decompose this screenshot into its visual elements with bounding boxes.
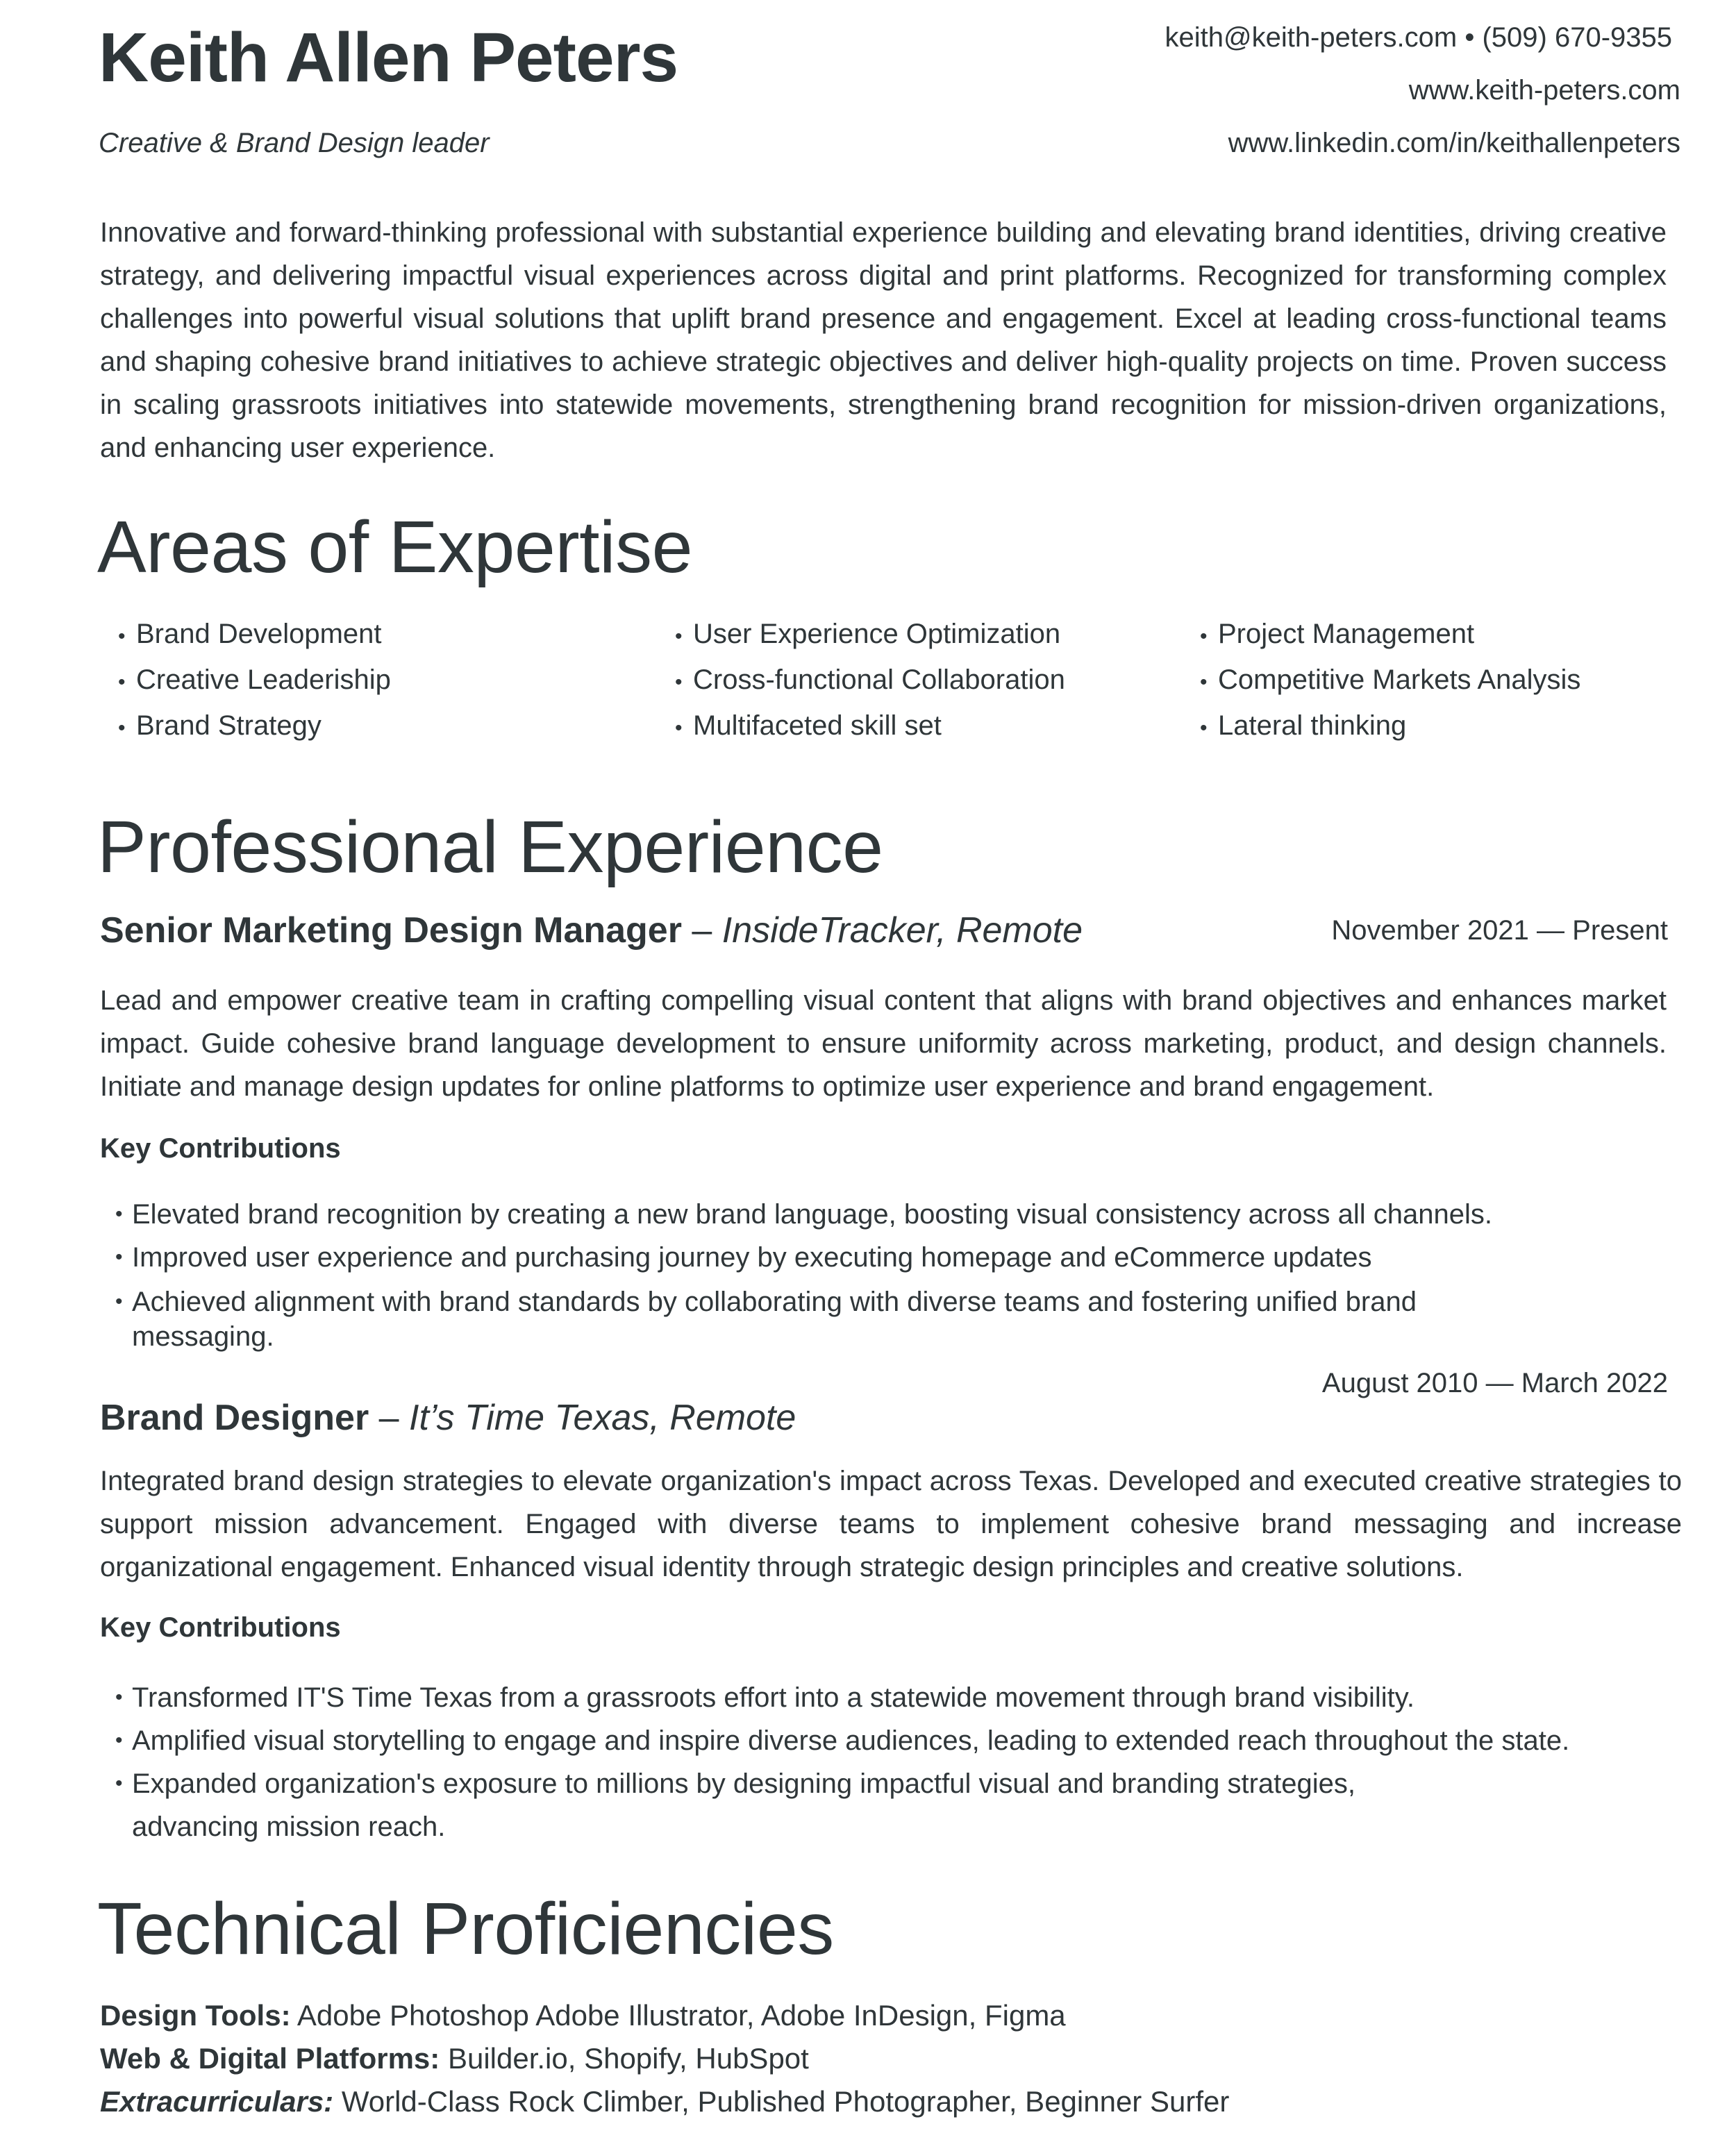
contribution-item: • Expanded organization's exposure to millions by designing impactful visual and branding strategies, advancing mission reach. — [115, 1762, 1451, 1848]
tech-label: Design Tools: — [100, 1999, 291, 2032]
job-role: Brand Designer — [100, 1398, 369, 1438]
technical-list — [100, 1994, 1229, 2123]
expertise-column-2 — [675, 612, 1065, 750]
job-organization: InsideTracker, Remote — [721, 910, 1083, 951]
expertise-item: • Project Management — [1200, 612, 1580, 658]
job-separator: – — [369, 1398, 410, 1438]
expertise-item: • Creative Leaderiship — [118, 658, 391, 704]
contribution-item: • Achieved alignment with brand standards by collaborating with diverse teams and fostering unified brand messaging. — [115, 1279, 1493, 1354]
expertise-item: • Brand Strategy — [118, 704, 391, 750]
job-description: Lead and empower creative team in crafting compelling visual content that aligns with brand objectives and enhances market impact. Guide cohesive brand language development to ensure uniformity across marketing, product, and design channels. Initiate and manage design updates for online platforms to optimize user experience and brand engagement. — [100, 985, 1667, 1102]
website-link[interactable]: www.keith-peters.com — [1408, 75, 1680, 106]
expertise-item: • Brand Development — [118, 612, 391, 658]
tech-label: Web & Digital Platforms: — [100, 2042, 440, 2075]
tech-row — [100, 2037, 1229, 2080]
tech-label: Extracurriculars: — [100, 2085, 334, 2118]
candidate-tagline: Creative & Brand Design leader — [99, 128, 490, 158]
technical-heading: Technical Proficiencies — [97, 1888, 834, 1970]
expertise-item: • Multifaceted skill set — [675, 704, 1065, 750]
key-contributions-label: Key Contributions — [100, 1133, 341, 1164]
contribution-item: • Improved user experience and purchasing journey by executing homepage and eCommerce updates — [115, 1236, 1671, 1279]
experience-heading: Professional Experience — [97, 806, 883, 888]
tech-value: World-Class Rock Climber, Published Photographer, Beginner Surfer — [333, 2085, 1230, 2118]
tech-value: Builder.io, Shopify, HubSpot — [440, 2042, 809, 2075]
email-phone: keith@keith-peters.com • (509) 670-9355 — [1165, 22, 1672, 53]
key-contributions-label: Key Contributions — [100, 1612, 341, 1643]
job-separator: – — [681, 910, 722, 951]
tech-row — [100, 2080, 1229, 2123]
tech-value: Adobe Photoshop Adobe Illustrator, Adobe InDesign, Figma — [290, 1999, 1066, 2032]
expertise-column-1 — [118, 612, 391, 750]
linkedin-link[interactable]: www.linkedin.com/in/keithallenpeters — [1228, 128, 1680, 158]
job-description: Integrated brand design strategies to elevate organization's impact across Texas. Developed and executed creative strategies to support mission advancement. Engaged with diverse teams to implement cohesive brand messaging and increase organizational engagement. Enhanced visual identity through strategic design principles and creative solutions. — [100, 1466, 1682, 1582]
contributions-list — [115, 1676, 1671, 1848]
job-dates: November 2021 — Present — [1331, 915, 1668, 946]
candidate-name: Keith Allen Peters — [99, 19, 678, 97]
expertise-item: • User Experience Optimization — [675, 612, 1065, 658]
contribution-item: • Transformed IT'S Time Texas from a grassroots effort into a statewide movement through brand visibility. — [115, 1676, 1671, 1719]
job-title — [100, 910, 1083, 951]
contribution-item: • Amplified visual storytelling to engage and inspire diverse audiences, leading to extended reach throughout the state. — [115, 1719, 1671, 1762]
contribution-item: • Elevated brand recognition by creating a new brand language, boosting visual consistency across all channels. — [115, 1193, 1671, 1236]
tech-row — [100, 1994, 1229, 2037]
job-dates: August 2010 — March 2022 — [1321, 1368, 1668, 1398]
professional-summary: Innovative and forward-thinking professional with substantial experience building and elevating brand identities, driving creative strategy, and delivering impactful visual experiences across digital and print platforms. Recognized for transforming complex challenges into powerful visual solutions that uplift brand presence and engagement. Excel at leading cross-functional teams and shaping cohesive brand initiatives to achieve strategic objectives and deliver high-quality projects on time. Proven success in scaling grassroots initiatives into statewide movements, strengthening brand recognition for mission-driven organizations, and enhancing user experience. — [100, 217, 1667, 463]
job-role: Senior Marketing Design Manager — [100, 910, 682, 951]
expertise-heading: Areas of Expertise — [97, 506, 693, 588]
expertise-item: • Competitive Markets Analysis — [1200, 658, 1580, 704]
contributions-list — [115, 1193, 1671, 1354]
expertise-item: • Lateral thinking — [1200, 704, 1580, 750]
job-organization: It’s Time Texas, Remote — [409, 1398, 796, 1438]
expertise-column-3 — [1200, 612, 1580, 750]
job-title — [100, 1397, 796, 1439]
expertise-item: • Cross-functional Collaboration — [675, 658, 1065, 704]
